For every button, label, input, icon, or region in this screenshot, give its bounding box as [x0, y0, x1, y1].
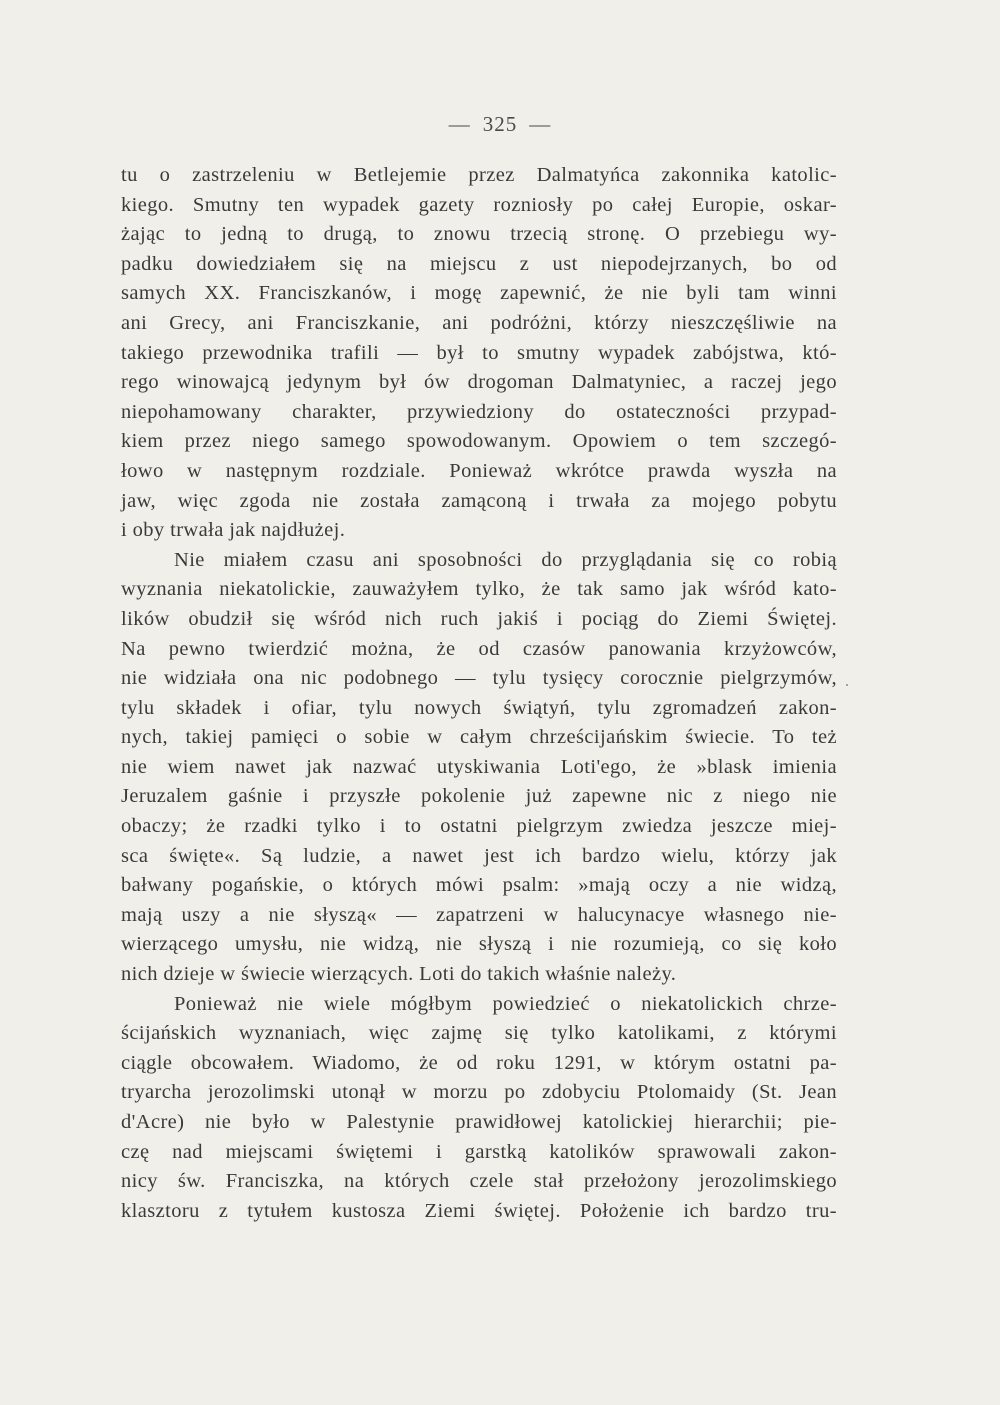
page-number-header — [0, 112, 1000, 137]
text-line: jaw, więc zgoda nie została zamąconą i trwała za mojego pobytu — [121, 489, 837, 512]
text-line: padku dowiedziałem się na miejscu z ust niepodejrzanych, bo od — [121, 252, 837, 275]
text-line: nicy św. Franciszka, na których czele stał przełożony jerozolimskiego — [121, 1170, 837, 1193]
text-line: sca święte«. Są ludzie, a nawet jest ich bardzo wielu, którzy jak — [121, 844, 837, 867]
text-line: wyznania niekatolickie, zauważyłem tylko, że tak samo jak wśród kato- — [121, 578, 837, 601]
paragraph-start-line: Ponieważ nie wiele mógłbym powiedzieć o niekatolickich chrze- — [174, 992, 837, 1015]
text-line: wierzącego umysłu, nie widzą, nie słyszą i nie rozumieją, co się koło — [121, 933, 837, 956]
text-line: mają uszy a nie słyszą« — zapatrzeni w halucynacye własnego nie- — [121, 903, 837, 926]
text-line: nych, takiej pamięci o sobie w całym chrześcijańskim świecie. To też — [121, 726, 837, 749]
paragraph-end-line: nich dzieje w świecie wierzących. Loti do takich właśnie należy. — [121, 963, 677, 986]
text-line: niepohamowany charakter, przywiedziony do ostateczności przypad- — [121, 400, 837, 423]
text-line: tu o zastrzeleniu w Betlejemie przez Dalmatyńca zakonnika katolic- — [121, 164, 837, 186]
text-line: ścijańskich wyznaniach, więc zajmę się tylko katolikami, z którymi — [121, 1022, 837, 1045]
body-text — [121, 161, 837, 1226]
print-speck — [846, 684, 848, 686]
text-line: klasztoru z tytułem kustosza Ziemi świętej. Położenie ich bardzo tru- — [121, 1199, 837, 1222]
text-line: takiego przewodnika trafili — był to smutny wypadek zabójstwa, któ- — [121, 341, 837, 364]
text-line: czę nad miejscami świętemi i garstką katolików sprawowali zakon- — [121, 1140, 837, 1163]
header-dash-right: — — [529, 112, 552, 136]
paragraph-start-line: Nie miałem czasu ani sposobności do przyglądania się co robią — [174, 548, 837, 571]
page-number: 325 — [482, 112, 518, 136]
text-line: ciągle obcowałem. Wiadomo, że od roku 1291, w którym ostatni pa- — [121, 1051, 837, 1074]
text-line: żając to jedną to drugą, to znowu trzecią stronę. O przebiegu wy- — [121, 223, 837, 246]
text-line: tylu składek i ofiar, tylu nowych świątyń, tylu zgromadzeń zakon- — [121, 696, 837, 719]
text-line: obaczy; że rzadki tylko i to ostatni pielgrzym zwiedza jeszcze miej- — [121, 815, 837, 838]
text-line: łowo w następnym rozdziale. Ponieważ wkrótce prawda wyszła na — [121, 459, 837, 482]
text-line: samych XX. Franciszkanów, i mogę zapewnić, że nie byli tam winni — [121, 282, 837, 305]
text-line: rego winowajcą jedynym był ów drogoman Dalmatyniec, a raczej jego — [121, 371, 837, 394]
text-line: kiego. Smutny ten wypadek gazety rozniosły po całej Europie, oskar- — [121, 193, 837, 216]
text-line: d'Acre) nie było w Palestynie prawidłowej katolickiej hierarchii; pie- — [121, 1111, 837, 1133]
text-line: kiem przez niego samego spowodowanym. Opowiem o tem szczegó- — [121, 430, 837, 453]
header-dash-left: — — [448, 112, 471, 136]
text-line: tryarcha jerozolimski utonął w morzu po zdobyciu Ptolomaidy (St. Jean — [121, 1081, 837, 1104]
text-line: Jeruzalem gaśnie i przyszłe pokolenie już zapewne nic z niego nie — [121, 785, 837, 808]
paragraph-end-line: i oby trwała jak najdłużej. — [121, 519, 346, 542]
text-line: bałwany pogańskie, o których mówi psalm: »mają oczy a nie widzą, — [121, 874, 837, 897]
text-line: Na pewno twierdzić można, że od czasów panowania krzyżowców, — [121, 637, 837, 660]
text-line: ani Grecy, ani Franciszkanie, ani podróżni, którzy nieszczęśliwie na — [121, 311, 837, 334]
text-line: nie widziała ona nic podobnego — tylu tysięcy corocznie pielgrzymów, — [121, 667, 837, 690]
text-line: lików obudził się wśród nich ruch jakiś i pociąg do Ziemi Świętej. — [121, 607, 837, 630]
text-line: nie wiem nawet jak nazwać utyskiwania Loti'ego, że »blask imienia — [121, 755, 837, 778]
